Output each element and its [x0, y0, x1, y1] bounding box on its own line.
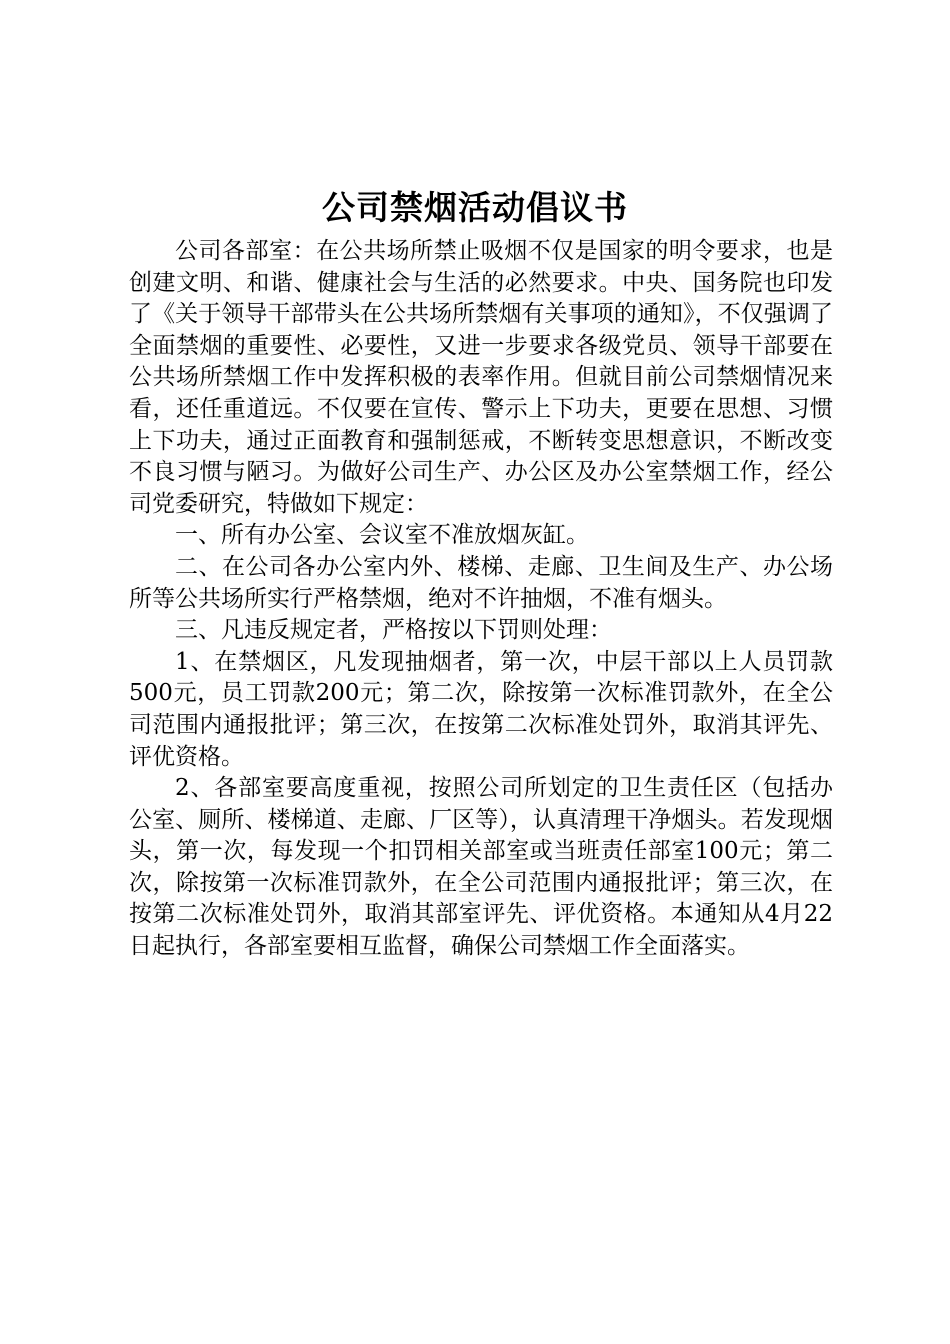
paragraph-intro: 公司各部室：在公共场所禁止吸烟不仅是国家的明令要求，也是创建文明、和谐、健康社会与生活的必然要求。中央、国务院也印发了《关于领导干部带头在公共场所禁烟有关事项的通知》，不仅强调了全面禁烟的重要性、必要性，又进一步要求各级党员、领导干部要在公共场所禁烟工作中发挥积极的表率作用。但就目前公司禁烟情况来看，还任重道远。不仅要在宣传、警示上下功夫，更要在思想、习惯上下功夫，通过正面教育和强制惩戒，不断转变思想意识，不断改变不良习惯与陋习。为做好公司生产、办公区及办公室禁烟工作，经公司党委研究，特做如下规定： — [129, 238, 833, 517]
paragraph-rule-1: 一、所有办公室、会议室不准放烟灰缸。 — [175, 522, 589, 549]
paragraph-penalty-2: 2、各部室要高度重视，按照公司所划定的卫生责任区（包括办公室、厕所、楼梯道、走廊、厂区等），认真清理干净烟头。若发现烟头，第一次，每发现一个扣罚相关部室或当班责任部室100元；第二次，除按第一次标准罚款外，在全公司范围内通报批评；第三次，在按第二次标准处罚外，取消其部室评先、评优资格。本通知从4月22日起执行，各部室要相互监督，确保公司禁烟工作全面落实。 — [129, 775, 833, 960]
paragraph-rule-3: 三、凡违反规定者，严格按以下罚则处理： — [175, 617, 612, 644]
paragraph-penalty-1: 1、在禁烟区，凡发现抽烟者，第一次，中层干部以上人员罚款500元，员工罚款200元；第二次，除按第一次标准罚款外，在全公司范围内通报批评；第三次，在按第二次标准处罚外，取消其评先、评优资格。 — [129, 648, 833, 770]
document-body — [129, 236, 833, 963]
document-title: 公司禁烟活动倡议书 — [322, 188, 628, 227]
paragraph-rule-2: 二、在公司各办公室内外、楼梯、走廊、卫生间及生产、办公场所等公共场所实行严格禁烟，绝对不许抽烟，不准有烟头。 — [129, 553, 833, 612]
